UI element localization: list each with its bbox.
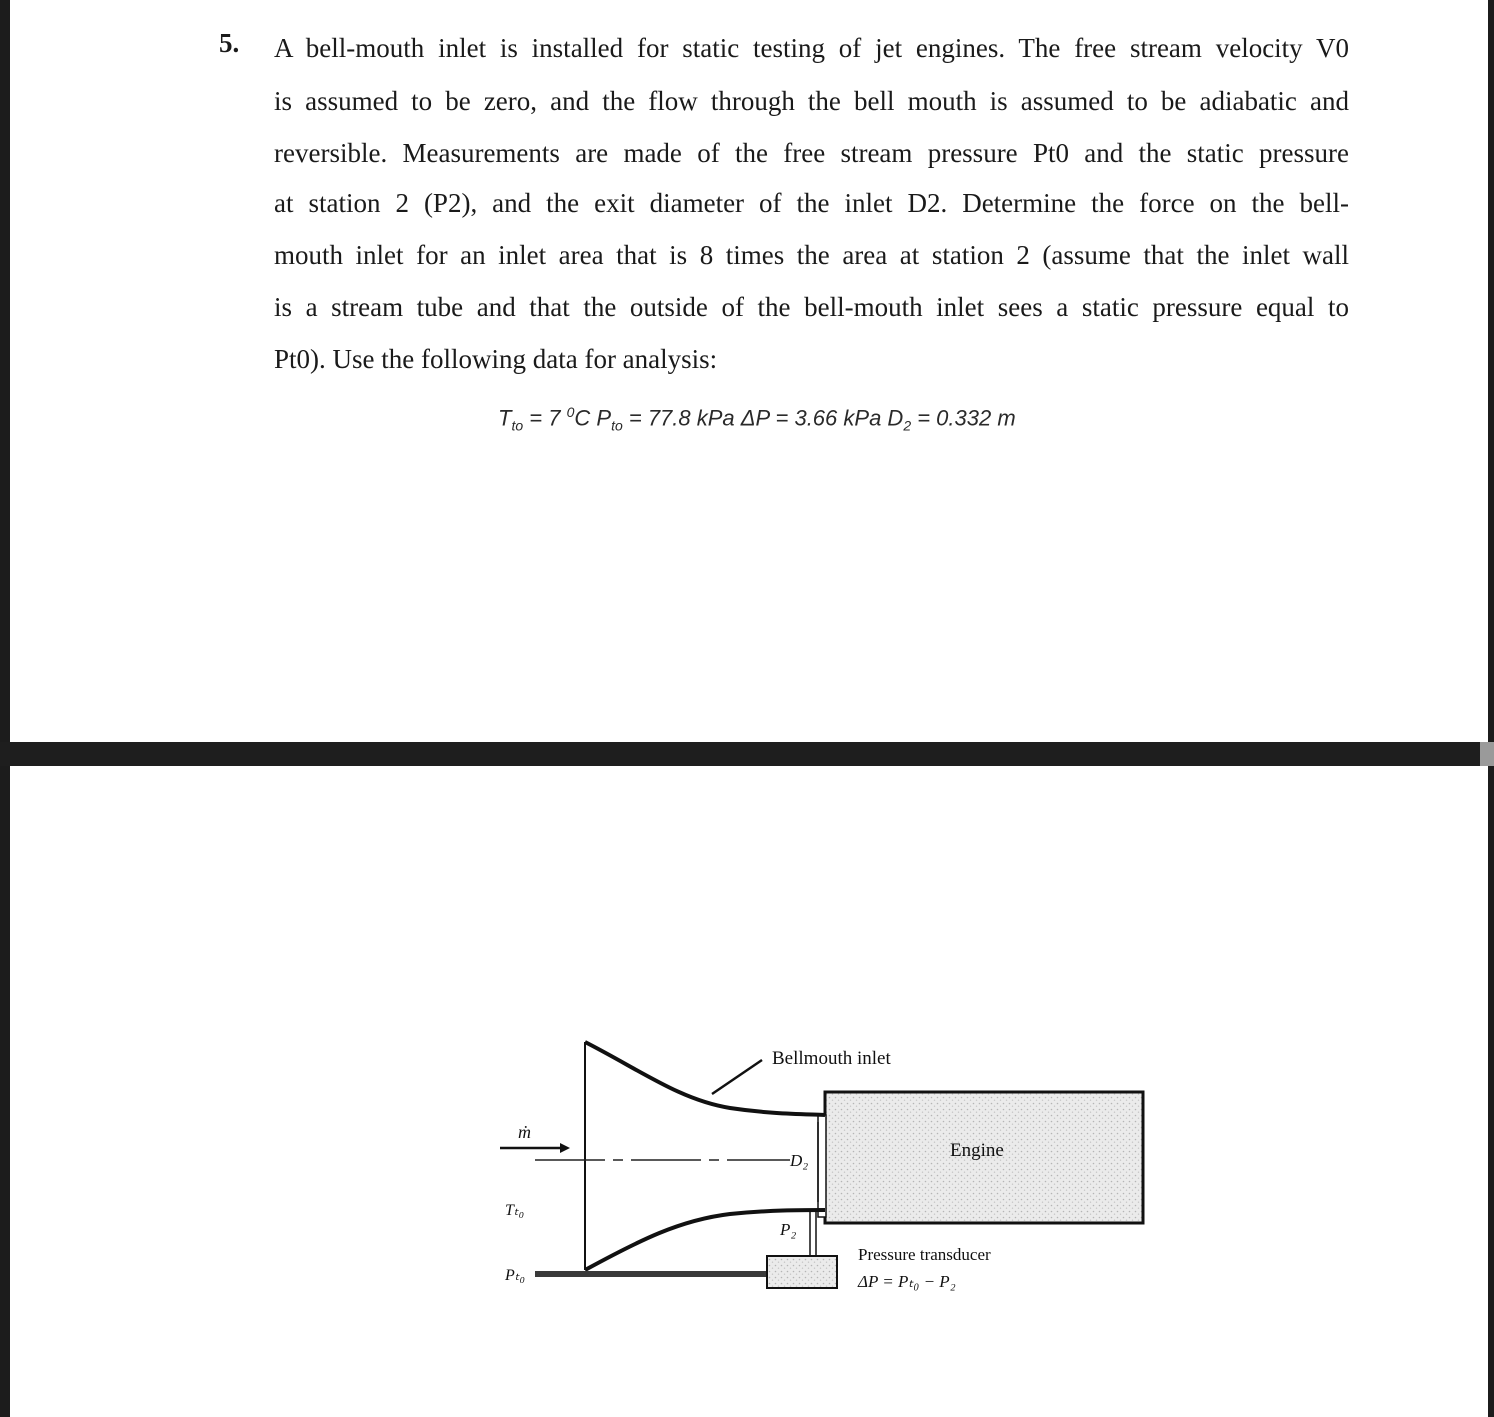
problem-text-line: Pt0). Use the following data for analysis: — [274, 344, 718, 374]
given-data-equation — [498, 404, 1016, 434]
problem-text-line: mouth inlet for an inlet area that is 8 times the area at station 2 (assume that the inlet wall — [274, 240, 1349, 270]
transducer-label: Pressure transducer — [858, 1245, 991, 1264]
problem-text-line: reversible. Measurements are made of the free stream pressure Pt0 and the static pressure — [274, 138, 1349, 168]
p-subscript: to — [611, 417, 623, 434]
pt0-label: Pₜ₀ — [505, 1267, 526, 1284]
p-and-dp-values: = 77.8 kPa ΔP = 3.66 kPa D — [622, 405, 904, 431]
mass-flow-label: ṁ — [518, 1122, 531, 1142]
bellmouth-leader-line — [712, 1060, 762, 1094]
pt0-tube — [535, 1271, 767, 1277]
mass-flow-arrowhead — [560, 1143, 570, 1153]
problem-text-line: A bell-mouth inlet is installed for static testing of jet engines. The free stream velocity V0 — [274, 33, 1349, 63]
transducer-equation: ΔP = Pₜ₀ − P₂ — [858, 1272, 956, 1291]
t-symbol: T — [498, 405, 512, 431]
problem-text-line: at station 2 (P2), and the exit diameter of the inlet D2. Determine the force on the bell- — [274, 188, 1349, 218]
p-symbol: P — [596, 405, 612, 431]
problem-text-line: is a stream tube and that the outside of the bell-mouth inlet sees a static pressure equal to — [274, 292, 1349, 322]
pressure-transducer-box — [767, 1256, 837, 1288]
d-subscript: 2 — [903, 417, 912, 434]
p2-label: P₂ — [780, 1220, 797, 1239]
right-border — [1488, 0, 1494, 1417]
problem-number: 5. — [219, 28, 240, 58]
left-border — [0, 0, 10, 1417]
degree-mark: 0 — [566, 404, 575, 420]
bellmouth-diagram — [480, 1030, 1180, 1310]
t-subscript: to — [511, 417, 524, 434]
engine-label: Engine — [950, 1140, 1004, 1161]
problem-text-line: is assumed to be zero, and the flow through the bell mouth is assumed to be adiabatic and — [274, 86, 1349, 116]
t-value: = 7 — [523, 405, 567, 431]
t-unit: C — [574, 405, 591, 431]
scrollbar-thumb[interactable] — [1480, 742, 1494, 766]
inlet-throat — [818, 1115, 826, 1217]
tt0-label: Tₜ₀ — [505, 1202, 525, 1219]
bellmouth-label: Bellmouth inlet — [772, 1048, 891, 1069]
d-value: = 0.332 m — [911, 405, 1016, 431]
d2-label: D₂ — [790, 1151, 809, 1170]
page-separator — [0, 742, 1494, 766]
